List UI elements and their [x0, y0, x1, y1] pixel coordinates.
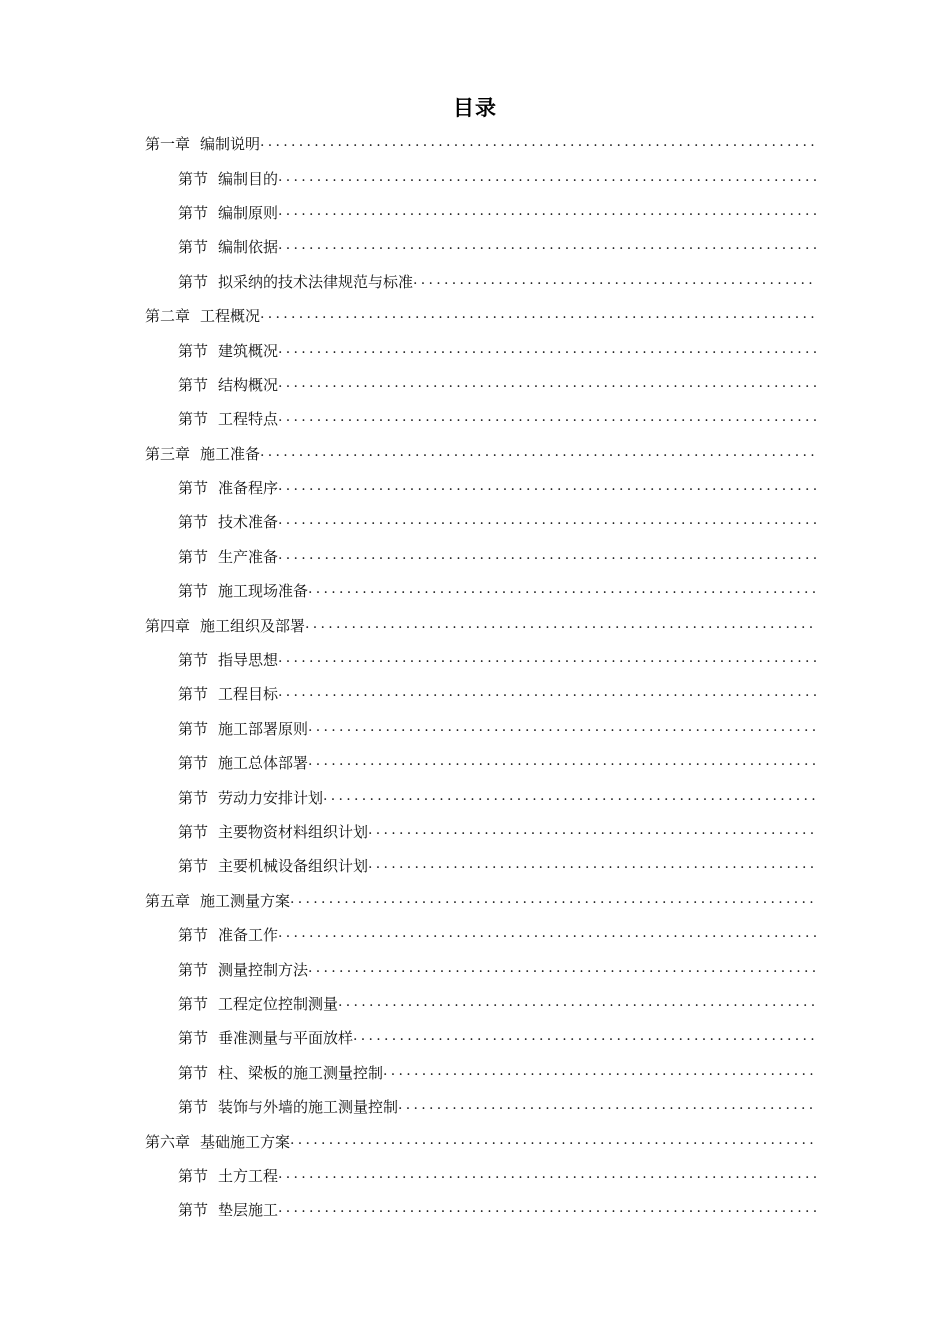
toc-entry-title: 拟采纳的技术法律规范与标准 — [218, 272, 414, 291]
toc-entry-label — [178, 1028, 353, 1048]
toc-chapter-entry[interactable] — [0, 884, 950, 918]
toc-chapter-entry[interactable] — [0, 437, 950, 471]
toc-entry-number: 第节 — [178, 960, 209, 979]
toc-entry-title: 施工部署原则 — [218, 719, 309, 738]
toc-entry-label — [178, 1097, 398, 1117]
dot-leader — [278, 341, 817, 361]
toc-entry-number: 第节 — [178, 926, 209, 945]
toc-section-entry[interactable] — [0, 815, 950, 849]
toc-entry-title: 指导思想 — [218, 651, 279, 670]
toc-entry-title: 工程目标 — [218, 685, 279, 704]
toc-entry-title: 主要机械设备组织计划 — [218, 857, 369, 876]
toc-entry-label — [145, 616, 305, 636]
toc-section-entry[interactable] — [0, 643, 950, 677]
dot-leader — [290, 891, 817, 911]
toc-entry-label — [178, 788, 323, 808]
toc-entry-number: 第节 — [178, 513, 209, 532]
toc-section-entry[interactable] — [0, 1159, 950, 1193]
toc-entry-label — [178, 1200, 278, 1220]
toc-entry-label — [178, 409, 278, 429]
dot-leader — [278, 409, 817, 429]
dot-leader — [308, 581, 817, 601]
toc-section-entry[interactable] — [0, 333, 950, 367]
toc-entry-label — [178, 203, 278, 223]
toc-entry-title: 土方工程 — [218, 1166, 279, 1185]
toc-section-entry[interactable] — [0, 1090, 950, 1124]
toc-entry-number: 第节 — [178, 685, 209, 704]
toc-entry-title: 编制目的 — [218, 169, 279, 188]
toc-section-entry[interactable] — [0, 505, 950, 539]
toc-chapter-entry[interactable] — [0, 299, 950, 333]
toc-section-entry[interactable] — [0, 1021, 950, 1055]
dot-leader — [278, 650, 817, 670]
toc-entry-label — [178, 341, 278, 361]
dot-leader — [278, 237, 817, 257]
toc-entry-title: 编制说明 — [200, 135, 261, 154]
toc-entry-label — [178, 719, 308, 739]
dot-leader — [278, 478, 817, 498]
toc-entry-title: 工程定位控制测量 — [218, 994, 339, 1013]
dot-leader — [260, 306, 817, 326]
toc-entry-label — [178, 684, 278, 704]
toc-entry-title: 编制原则 — [218, 203, 279, 222]
toc-entry-label — [178, 512, 278, 532]
toc-section-entry[interactable] — [0, 746, 950, 780]
toc-entry-title: 测量控制方法 — [218, 960, 309, 979]
toc-entry-label — [145, 306, 260, 326]
toc-entry-number: 第节 — [178, 857, 209, 876]
toc-section-entry[interactable] — [0, 918, 950, 952]
dot-leader — [368, 822, 817, 842]
toc-entry-label — [145, 134, 260, 154]
toc-section-entry[interactable] — [0, 712, 950, 746]
toc-entry-title: 劳动力安排计划 — [218, 788, 324, 807]
toc-chapter-entry[interactable] — [0, 1124, 950, 1158]
toc-entry-label — [178, 822, 368, 842]
toc-section-entry[interactable] — [0, 677, 950, 711]
toc-entry-number: 第节 — [178, 272, 209, 291]
toc-entry-title: 施工准备 — [200, 444, 261, 463]
toc-entry-number: 第节 — [178, 651, 209, 670]
toc-entry-number: 第节 — [178, 754, 209, 773]
dot-leader — [278, 169, 817, 189]
toc-entry-label — [178, 272, 413, 292]
toc-entry-label — [178, 1063, 383, 1083]
dot-leader — [278, 1166, 817, 1186]
toc-entry-number: 第节 — [178, 169, 209, 188]
toc-entry-label — [178, 925, 278, 945]
toc-entry-number: 第一章 — [145, 135, 191, 154]
toc-entry-label — [178, 856, 368, 876]
toc-entry-number: 第节 — [178, 1166, 209, 1185]
table-of-contents — [0, 127, 950, 1228]
toc-title: 目录 — [453, 96, 497, 120]
toc-entry-title: 施工总体部署 — [218, 754, 309, 773]
dot-leader — [305, 616, 817, 636]
toc-entry-number: 第节 — [178, 479, 209, 498]
dot-leader — [278, 375, 817, 395]
toc-section-entry[interactable] — [0, 987, 950, 1021]
toc-chapter-entry[interactable] — [0, 127, 950, 161]
toc-entry-number: 第二章 — [145, 307, 191, 326]
toc-entry-number: 第节 — [178, 719, 209, 738]
toc-entry-number: 第节 — [178, 823, 209, 841]
toc-entry-label — [145, 444, 260, 464]
toc-entry-label — [178, 581, 308, 601]
toc-entry-number: 第节 — [178, 341, 209, 360]
toc-section-entry[interactable] — [0, 952, 950, 986]
dot-leader — [278, 925, 817, 945]
toc-entry-label — [178, 237, 278, 257]
dot-leader — [368, 856, 817, 876]
toc-section-entry[interactable] — [0, 849, 950, 883]
dot-leader — [323, 788, 817, 808]
toc-section-entry[interactable] — [0, 402, 950, 436]
dot-leader — [290, 1132, 817, 1152]
toc-entry-number: 第节 — [178, 788, 209, 807]
toc-entry-number: 第节 — [178, 203, 209, 222]
toc-entry-number: 第节 — [178, 547, 209, 566]
toc-entry-title: 垂准测量与平面放样 — [218, 1029, 354, 1048]
dot-leader — [278, 1200, 817, 1220]
toc-entry-number: 第节 — [178, 1063, 209, 1082]
toc-section-entry[interactable] — [0, 196, 950, 230]
dot-leader — [260, 134, 817, 154]
toc-entry-label — [178, 375, 278, 395]
toc-section-entry[interactable] — [0, 471, 950, 505]
dot-leader — [413, 272, 817, 292]
toc-entry-title: 装饰与外墙的施工测量控制 — [218, 1098, 399, 1117]
toc-section-entry[interactable] — [0, 1193, 950, 1227]
toc-entry-title: 柱、梁板的施工测量控制 — [218, 1063, 384, 1082]
toc-entry-title: 施工现场准备 — [218, 582, 309, 601]
toc-entry-label — [178, 547, 278, 567]
dot-leader — [308, 960, 817, 980]
toc-entry-number: 第节 — [178, 1201, 209, 1220]
toc-entry-number: 第节 — [178, 410, 209, 429]
toc-chapter-entry[interactable] — [0, 608, 950, 642]
toc-section-entry[interactable] — [0, 780, 950, 814]
toc-entry-number: 第节 — [178, 375, 209, 394]
toc-entry-label — [145, 1132, 290, 1152]
toc-entry-label — [178, 960, 308, 980]
toc-entry-title: 工程概况 — [200, 307, 261, 326]
dot-leader — [353, 1028, 817, 1048]
toc-entry-number: 第五章 — [145, 891, 191, 910]
toc-entry-number: 第节 — [178, 1098, 209, 1117]
toc-section-entry[interactable] — [0, 1056, 950, 1090]
dot-leader — [398, 1097, 817, 1117]
dot-leader — [338, 994, 817, 1014]
dot-leader — [308, 719, 817, 739]
toc-entry-number: 第六章 — [145, 1132, 191, 1151]
toc-section-entry[interactable] — [0, 161, 950, 195]
dot-leader — [278, 684, 817, 704]
toc-entry-title: 生产准备 — [218, 547, 279, 566]
toc-entry-label — [178, 169, 278, 189]
toc-entry-number: 第节 — [178, 582, 209, 601]
toc-section-entry[interactable] — [0, 230, 950, 264]
toc-entry-label — [145, 891, 290, 911]
toc-entry-number: 第三章 — [145, 444, 191, 463]
toc-entry-title: 基础施工方案 — [200, 1132, 291, 1151]
toc-entry-label — [178, 1166, 278, 1186]
toc-entry-title: 结构概况 — [218, 375, 279, 394]
toc-entry-title: 垫层施工 — [218, 1201, 279, 1220]
toc-entry-title: 工程特点 — [218, 410, 279, 429]
toc-entry-number: 第节 — [178, 1029, 209, 1048]
toc-entry-title: 编制依据 — [218, 238, 279, 257]
toc-entry-label — [178, 753, 308, 773]
toc-entry-title: 准备工作 — [218, 926, 279, 945]
toc-entry-title: 主要物资材料组织计划 — [218, 823, 369, 841]
toc-entry-label — [178, 478, 278, 498]
dot-leader — [278, 547, 817, 567]
toc-entry-number: 第节 — [178, 238, 209, 257]
toc-entry-title: 技术准备 — [218, 513, 279, 532]
toc-section-entry[interactable] — [0, 368, 950, 402]
toc-entry-title: 建筑概况 — [218, 341, 279, 360]
toc-section-entry[interactable] — [0, 540, 950, 574]
toc-entry-label — [178, 650, 278, 670]
toc-entry-number: 第四章 — [145, 616, 191, 635]
dot-leader — [278, 203, 817, 223]
toc-entry-number: 第节 — [178, 994, 209, 1013]
dot-leader — [383, 1063, 817, 1083]
toc-entry-title: 准备程序 — [218, 479, 279, 498]
toc-entry-title: 施工测量方案 — [200, 891, 291, 910]
toc-entry-label — [178, 994, 338, 1014]
toc-section-entry[interactable] — [0, 265, 950, 299]
toc-section-entry[interactable] — [0, 574, 950, 608]
toc-entry-title: 施工组织及部署 — [200, 616, 306, 635]
dot-leader — [260, 444, 817, 464]
dot-leader — [308, 753, 817, 773]
dot-leader — [278, 512, 817, 532]
